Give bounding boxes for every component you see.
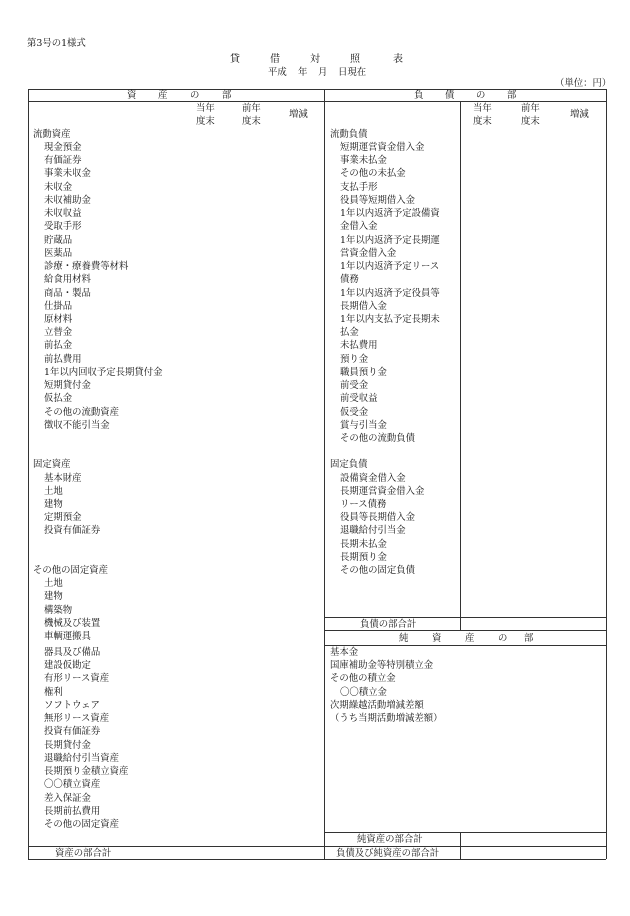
- asset-item: その他の流動資産: [44, 407, 120, 418]
- liability-item: 支払手形: [340, 182, 378, 193]
- net-asset-item: 基本金: [330, 647, 359, 658]
- net-asset-item: 国庫補助金等特別積立金: [330, 660, 434, 671]
- asset-item: 現金預金: [44, 142, 82, 153]
- asset-item: 短期貸付金: [44, 380, 91, 391]
- asset-item: 長期預り金積立資産: [44, 766, 129, 777]
- assets-total-line: [28, 846, 324, 847]
- liability-item: 流動負債: [330, 129, 368, 140]
- liability-item: 債務: [340, 274, 359, 285]
- unit-label: （単位：円）: [555, 78, 612, 89]
- asset-item: 建設仮勘定: [44, 660, 91, 671]
- asset-item: 前払金: [44, 340, 73, 351]
- asset-item: 未収金: [44, 182, 73, 193]
- liabilities-col-current: 度末: [473, 116, 492, 127]
- assets-col-change: 増減: [289, 109, 308, 120]
- liability-item: 1年以内返済予定長期運: [340, 235, 440, 246]
- liabilities-total-top: [324, 617, 606, 618]
- date-month: 月: [318, 67, 328, 78]
- liability-item: 前受金: [340, 380, 369, 391]
- asset-item: 仕掛品: [44, 301, 73, 312]
- liability-item: 長期預り金: [340, 552, 387, 563]
- liability-item: 役員等長期借入金: [340, 512, 416, 523]
- liabilities-total: 負債の部合計: [360, 619, 417, 630]
- assets-header-char: の: [190, 90, 200, 101]
- title-char: 対: [310, 54, 320, 65]
- net-assets-header-char: 部: [524, 633, 534, 644]
- assets-header-char: 部: [222, 90, 232, 101]
- asset-item: 差入保証金: [44, 793, 91, 804]
- liability-item: 払金: [340, 327, 359, 338]
- asset-item: 有価証券: [44, 155, 82, 166]
- form-number: 第3号の1様式: [27, 38, 86, 49]
- liability-item: 固定負債: [330, 459, 368, 470]
- liabilities-total-bottom: [324, 630, 606, 631]
- net-assets-header-char: 産: [465, 633, 475, 644]
- asset-item: 器具及び備品: [44, 647, 101, 658]
- asset-item: 固定資産: [33, 459, 71, 470]
- liabilities-header-char: 部: [507, 90, 517, 101]
- date-day: 日現在: [338, 67, 367, 78]
- net-asset-item: （うち当期活動増減差額）: [330, 713, 443, 724]
- asset-item: 受取手形: [44, 221, 82, 232]
- assets-col-previous: 度末: [242, 116, 261, 127]
- liabilities-col-previous: 度末: [521, 116, 540, 127]
- table-top-border: [28, 89, 606, 90]
- net-asset-item: 〇〇積立金: [340, 687, 387, 698]
- liability-item: 1年以内返済予定リース: [340, 261, 440, 272]
- asset-item: 無形リース資産: [44, 713, 110, 724]
- liability-item: 職員預り金: [340, 367, 387, 378]
- liability-item: 前受収益: [340, 393, 378, 404]
- net-assets-header-char: 純: [399, 633, 409, 644]
- net-assets-header-char: の: [498, 633, 508, 644]
- title-char: 借: [270, 54, 280, 65]
- liability-item: 長期未払金: [340, 539, 387, 550]
- assets-header-char: 産: [158, 90, 168, 101]
- liability-item: 長期借入金: [340, 301, 387, 312]
- asset-item: 投資有価証券: [44, 726, 101, 737]
- table-left-border: [28, 89, 29, 859]
- asset-item: 構築物: [44, 605, 73, 616]
- liability-item: 預り金: [340, 354, 369, 365]
- asset-item: 医薬品: [44, 248, 73, 259]
- asset-item: 基本財産: [44, 473, 82, 484]
- title-char: 表: [393, 54, 403, 65]
- liability-item: 1年以内返済予定役員等: [340, 288, 440, 299]
- liability-item: 設備資金借入金: [340, 473, 406, 484]
- net-assets-header-line: [324, 645, 606, 646]
- asset-item: 商品・製品: [44, 288, 91, 299]
- asset-item: 流動資産: [33, 129, 71, 140]
- liability-item: その他の流動負債: [340, 433, 416, 444]
- liability-item: 1年以内支払予定長期未: [340, 314, 440, 325]
- asset-item: ソフトウェア: [44, 700, 100, 711]
- grand-total: 負債及び純資産の部合計: [336, 848, 440, 859]
- asset-item: 未収補助金: [44, 195, 91, 206]
- asset-item: 権利: [44, 687, 63, 698]
- asset-item: 給食用材料: [44, 274, 91, 285]
- asset-item: その他の固定資産: [44, 819, 120, 830]
- net-assets-total-top: [324, 832, 606, 833]
- liability-item: 金借入金: [340, 221, 378, 232]
- asset-item: 原材料: [44, 314, 73, 325]
- assets-col-previous: 前年: [242, 103, 261, 114]
- liability-item: 仮受金: [340, 407, 369, 418]
- asset-item: 有形リース資産: [44, 673, 110, 684]
- asset-item: 長期前払費用: [44, 806, 101, 817]
- asset-item: 長期貸付金: [44, 740, 91, 751]
- liability-item: 退職給付引当金: [340, 525, 406, 536]
- asset-item: 診療・療養費等材料: [44, 261, 129, 272]
- net-assets-total-bottom: [324, 846, 606, 847]
- liability-item: その他の未払金: [340, 168, 406, 179]
- net-assets-total: 純資産の部合計: [357, 834, 423, 845]
- liability-item: 短期運営資金借入金: [340, 142, 425, 153]
- asset-item: 土地: [44, 486, 63, 497]
- liability-item: 役員等短期借入金: [340, 195, 416, 206]
- asset-item: 立替金: [44, 327, 73, 338]
- net-assets-header-char: 資: [432, 633, 442, 644]
- liability-item: 1年以内返済予定設備資: [340, 208, 440, 219]
- liability-item: 長期運営資金借入金: [340, 486, 425, 497]
- date-era: 平成: [268, 67, 287, 78]
- title-char: 照: [350, 54, 360, 65]
- net-asset-item: その他の積立金: [330, 673, 396, 684]
- liability-item: 賞与引当金: [340, 420, 387, 431]
- date-year: 年: [298, 67, 308, 78]
- table-bottom-border: [28, 859, 606, 860]
- liabilities-col-current: 当年: [473, 103, 492, 114]
- liability-item: 未払費用: [340, 340, 378, 351]
- liabilities-header-char: 債: [445, 90, 455, 101]
- asset-item: 未収収益: [44, 208, 82, 219]
- asset-item: 前払費用: [44, 354, 82, 365]
- liability-item: 事業未払金: [340, 155, 387, 166]
- asset-item: 仮払金: [44, 393, 73, 404]
- liabilities-col-change: 増減: [570, 109, 589, 120]
- asset-item: 建物: [44, 499, 63, 510]
- asset-item: その他の固定資産: [33, 565, 109, 576]
- liabilities-col-previous: 前年: [521, 103, 540, 114]
- asset-item: 土地: [44, 578, 63, 589]
- liabilities-header-char: 負: [414, 90, 424, 101]
- asset-item: 〇〇積立資産: [44, 779, 101, 790]
- center-divider: [324, 89, 325, 859]
- table-right-border: [606, 89, 607, 859]
- asset-item: 建物: [44, 591, 63, 602]
- asset-item: 車輌運搬具: [44, 631, 91, 642]
- asset-item: 貯蔵品: [44, 235, 73, 246]
- liabilities-value-divider-bottom: [460, 832, 461, 859]
- liabilities-value-divider-top: [460, 101, 461, 630]
- liabilities-header-char: の: [476, 90, 486, 101]
- assets-header-char: 資: [127, 90, 137, 101]
- liability-item: 営資金借入金: [340, 248, 397, 259]
- assets-total: 資産の部合計: [55, 848, 112, 859]
- asset-item: 事業未収金: [44, 168, 91, 179]
- liability-item: リース債務: [340, 499, 387, 510]
- asset-item: 定期預金: [44, 512, 82, 523]
- header-divider: [28, 101, 606, 102]
- asset-item: 退職給付引当資産: [44, 753, 120, 764]
- liability-item: その他の固定負債: [340, 565, 416, 576]
- asset-item: 徴収不能引当金: [44, 420, 110, 431]
- title-char: 貸: [230, 54, 240, 65]
- asset-item: 1年以内回収予定長期貸付金: [44, 367, 163, 378]
- assets-col-current: 当年: [196, 103, 215, 114]
- net-asset-item: 次期繰越活動増減差額: [330, 700, 424, 711]
- assets-col-current: 度末: [196, 116, 215, 127]
- asset-item: 投資有価証券: [44, 525, 101, 536]
- asset-item: 機械及び装置: [44, 618, 101, 629]
